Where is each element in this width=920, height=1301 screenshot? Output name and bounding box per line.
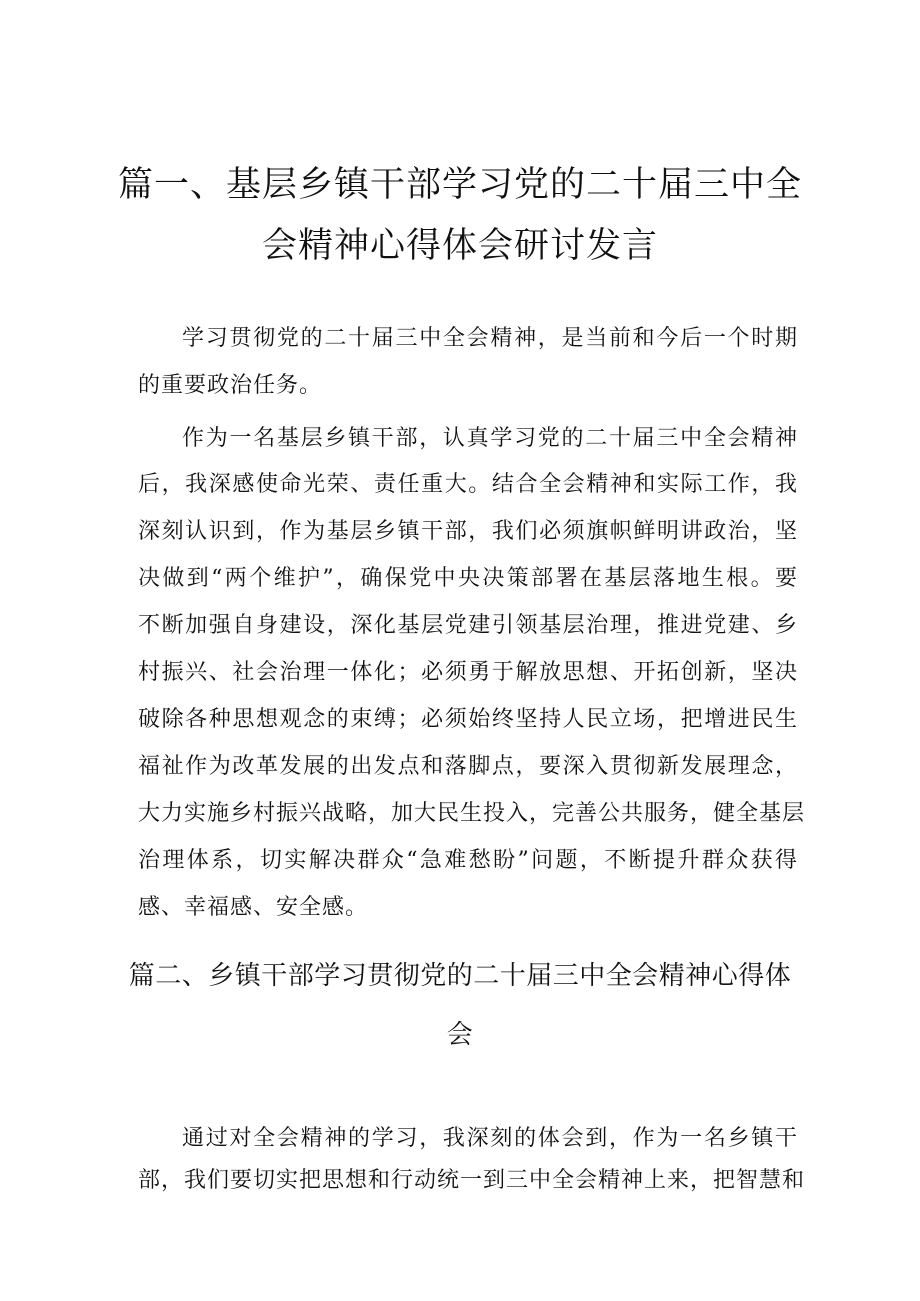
section1-title-line2: 会精神心得体会研讨发言 (261, 226, 658, 266)
section1-title-line1: 篇一、基层乡镇干部学习党的二十届三中全 (117, 165, 802, 205)
paragraph-line: 福祉作为改革发展的出发点和落脚点，要深入贯彻新发展理念， (138, 754, 798, 779)
section2-title-line1: 篇二、乡镇干部学习贯彻党的二十届三中全会精神心得体 (128, 961, 792, 991)
paragraph-line: 破除各种思想观念的束缚；必须始终坚持人民立场，把增进民生 (138, 707, 798, 732)
paragraph-line: 治理体系，切实解决群众“急难愁盼”问题，不断提升群众获得 (138, 848, 798, 873)
paragraph-line: 大力实施乡村振兴战略，加大民生投入，完善公共服务，健全基层 (138, 801, 806, 826)
paragraph-line: 作为一名基层乡镇干部，认真学习党的二十届三中全会精神 (182, 426, 798, 451)
paragraph-line: 后，我深感使命光荣、责任重大。结合全会精神和实际工作，我 (138, 472, 798, 497)
paragraph-line: 不断加强自身建设，深化基层党建引领基层治理，推进党建、乡 (138, 613, 798, 638)
paragraph-line: 深刻认识到，作为基层乡镇干部，我们必须旗帜鲜明讲政治，坚 (138, 519, 798, 544)
paragraph-line: 感、幸福感、安全感。 (138, 895, 369, 920)
paragraph-line: 的重要政治任务。 (138, 373, 323, 398)
paragraph-line: 村振兴、社会治理一体化；必须勇于解放思想、开拓创新，坚决 (138, 660, 798, 685)
paragraph-line: 学习贯彻党的二十届三中全会精神，是当前和今后一个时期 (182, 326, 798, 351)
paragraph-line: 通过对全会精神的学习，我深刻的体会到，作为一名乡镇干 (182, 1126, 798, 1151)
paragraph-line: 部，我们要切实把思想和行动统一到三中全会精神上来，把智慧和 (138, 1168, 806, 1193)
paragraph-line: 决做到“两个维护”，确保党中央决策部署在基层落地生根。要 (138, 566, 798, 591)
section2-title-line2: 会 (446, 1020, 474, 1050)
